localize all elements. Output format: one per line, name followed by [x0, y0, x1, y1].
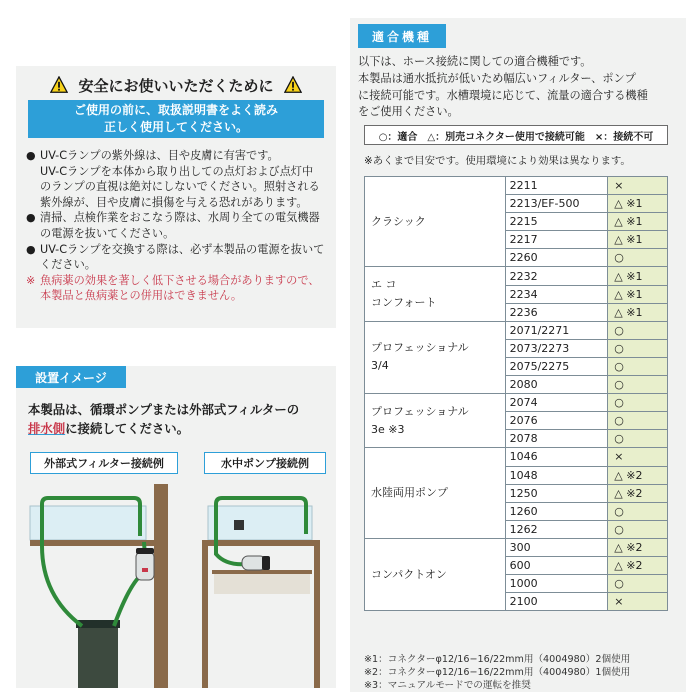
model-number: 2211 — [505, 177, 608, 195]
install-desc-line2: に接続してください。 — [65, 421, 190, 436]
external-filter-example — [30, 484, 168, 688]
model-number: 1046 — [505, 448, 608, 466]
uv-sterilizer-left — [136, 552, 154, 580]
install-panel — [16, 366, 336, 688]
outlet-side-emphasis: 排水側 — [28, 421, 66, 436]
compat-panel — [350, 18, 686, 692]
table-row — [365, 177, 668, 195]
model-number: 2073/2273 — [505, 339, 608, 357]
model-number: 300 — [505, 538, 608, 556]
compat-tab: 適合機種 — [358, 24, 446, 48]
install-tab: 設置イメージ — [16, 366, 126, 388]
series-name-line: 3e ※3 — [371, 422, 405, 436]
compat-status: ○ — [608, 376, 668, 394]
submersible-pump — [234, 520, 244, 530]
series-name-line: 3/4 — [371, 359, 389, 373]
safety-title: 安全にお使いいただくために — [78, 76, 274, 95]
safety-item-line: 紫外線が、目や皮膚に損傷を与える恐れがあります。 — [40, 195, 308, 209]
product-series — [365, 267, 506, 321]
read-manual-banner — [28, 100, 324, 138]
model-number: 600 — [505, 556, 608, 574]
installation-illustration — [16, 476, 336, 688]
series-name-line: コンフォート — [371, 296, 437, 310]
safety-item-line: 魚病薬の効果を著しく低下させる場合がありますので、 — [40, 273, 320, 287]
safety-item-line: 清掃、点検作業をおこなう際は、水周り全ての電気機器 — [40, 211, 320, 225]
submersible-pump-example — [202, 498, 320, 688]
compat-status: △ ※2 — [608, 484, 668, 502]
series-name-line: エ コ — [371, 278, 397, 292]
safety-item-line: UV-Cランプの紫外線は、目や皮膚に有害です。 — [40, 149, 279, 162]
series-name-line: 水陸両用ポンプ — [371, 486, 448, 500]
safety-item-line: UV-Cランプを交換する際は、必ず本製品の電源を抜いて — [40, 242, 325, 256]
aquarium-tank-left — [30, 506, 146, 540]
intro-line: をご使用ください。 — [358, 105, 459, 119]
compat-status: △ ※2 — [608, 556, 668, 574]
product-series — [365, 321, 506, 393]
compat-footnotes — [364, 654, 630, 692]
table-row — [365, 394, 668, 412]
model-number: 2078 — [505, 430, 608, 448]
compat-status: △ ※2 — [608, 466, 668, 484]
safety-list — [26, 148, 332, 304]
compat-status: △ ※1 — [608, 303, 668, 321]
series-name-line: クラシック — [371, 214, 426, 228]
model-number: 2217 — [505, 231, 608, 249]
model-number: 2213/EF-500 — [505, 195, 608, 213]
cabinet-top-right — [202, 540, 320, 546]
compat-status: △ ※2 — [608, 538, 668, 556]
intro-line: 以下は、ホース接続に関しての適合機種です。 — [358, 55, 592, 68]
safety-item-line: UV-Cランプを本体から取り出しての点灯および点灯中 — [40, 164, 314, 178]
table-row — [365, 267, 668, 285]
compat-status: × — [608, 593, 668, 611]
compat-status: ○ — [608, 502, 668, 520]
compat-status: ○ — [608, 575, 668, 593]
compat-table — [364, 176, 668, 611]
product-series — [365, 448, 506, 538]
footnote: ※1：コネクターφ12/16−16/22mm用（4004980）2個使用 — [364, 654, 631, 665]
safety-item-line: 本製品と魚病薬との併用はできません。 — [40, 289, 243, 303]
cabinet-wall-left — [154, 484, 168, 688]
compat-status: ○ — [608, 394, 668, 412]
compat-status: △ ※1 — [608, 195, 668, 213]
compat-status: △ ※1 — [608, 213, 668, 231]
safety-item — [26, 148, 332, 210]
bullet-mark: ● — [26, 149, 36, 162]
sump-right — [214, 574, 310, 594]
table-row — [365, 448, 668, 466]
model-number: 2074 — [505, 394, 608, 412]
bullet-mark: ※ — [26, 273, 36, 287]
product-series — [365, 538, 506, 610]
warning-icon — [284, 76, 302, 94]
model-number: 2260 — [505, 249, 608, 267]
compat-status: ○ — [608, 412, 668, 430]
model-number: 2100 — [505, 593, 608, 611]
model-number: 2234 — [505, 285, 608, 303]
install-description — [28, 400, 299, 438]
cabinet-leg-right-a — [202, 546, 208, 688]
compat-status: ○ — [608, 520, 668, 538]
safety-item — [26, 273, 332, 304]
intro-line: に接続可能です。水槽環境に応じて、流量の適合する機種 — [358, 88, 648, 102]
model-number: 2232 — [505, 267, 608, 285]
model-number: 1048 — [505, 466, 608, 484]
model-number: 2075/2275 — [505, 357, 608, 375]
compat-legend: ○：適合 △：別売コネクター使用で接続可能 ×：接続不可 — [364, 125, 668, 145]
banner-line: 正しく使用してください。 — [103, 120, 248, 134]
series-name-line: コンパクトオン — [371, 567, 447, 581]
warning-icon — [50, 76, 68, 94]
safety-item-line: のランプの直視は絶対にしないでください。照射される — [40, 180, 320, 194]
table-row — [365, 321, 668, 339]
safety-panel — [16, 66, 336, 328]
product-series — [365, 177, 506, 267]
model-number: 2076 — [505, 412, 608, 430]
compat-intro — [358, 54, 682, 121]
product-series — [365, 394, 506, 448]
external-filter-body — [78, 626, 118, 688]
compat-note: ※あくまで目安です。使用環境により効果は異なります。 — [364, 155, 631, 167]
submersible-pump-label: 水中ポンプ接続例 — [204, 452, 326, 474]
footnote: ※3：マニュアルモードでの運転を推奨 — [364, 679, 531, 691]
series-name-line: プロフェッショナル — [371, 341, 469, 355]
aquarium-tank-right — [208, 506, 312, 540]
compat-status: ○ — [608, 321, 668, 339]
model-number: 2071/2271 — [505, 321, 608, 339]
compat-status: ○ — [608, 430, 668, 448]
footnote: ※2：コネクターφ12/16−16/22mm用（4004980）1個使用 — [364, 666, 631, 678]
safety-item-line: の電源を抜いてください。 — [40, 226, 175, 240]
compat-status: × — [608, 448, 668, 466]
safety-item — [26, 242, 332, 273]
model-number: 2215 — [505, 213, 608, 231]
model-number: 1250 — [505, 484, 608, 502]
model-number: 1000 — [505, 575, 608, 593]
series-name-line: プロフェッショナル — [371, 404, 469, 418]
install-desc-line1: 本製品は、循環ポンプまたは外部式フィルターの — [28, 402, 300, 417]
model-number: 1262 — [505, 520, 608, 538]
bullet-mark: ● — [26, 211, 36, 225]
model-number: 2080 — [505, 376, 608, 394]
compat-status: △ ※1 — [608, 231, 668, 249]
uv-cap-right — [262, 556, 270, 570]
compat-status: ○ — [608, 249, 668, 267]
cabinet-leg-right-b — [314, 546, 320, 688]
compat-status: △ ※1 — [608, 267, 668, 285]
uv-label-left — [142, 568, 148, 572]
cabinet-shelf-right — [212, 570, 312, 574]
safety-item-line: ください。 — [40, 258, 96, 272]
compat-status: × — [608, 177, 668, 195]
safety-item — [26, 210, 332, 241]
intro-line: 本製品は通水抵抗が低いため幅広いフィルター、ポンプ — [358, 71, 636, 85]
model-number: 1260 — [505, 502, 608, 520]
bullet-mark: ● — [26, 242, 36, 256]
compat-status: ○ — [608, 357, 668, 375]
compat-status: ○ — [608, 339, 668, 357]
uv-cap-left — [136, 548, 154, 554]
table-row — [365, 538, 668, 556]
model-number: 2236 — [505, 303, 608, 321]
compat-status: △ ※1 — [608, 285, 668, 303]
banner-line: ご使用の前に、取扱説明書をよく読み — [73, 103, 278, 117]
safety-header — [16, 74, 336, 96]
external-filter-label: 外部式フィルター接続例 — [30, 452, 178, 474]
cabinet-top-left — [30, 540, 156, 546]
